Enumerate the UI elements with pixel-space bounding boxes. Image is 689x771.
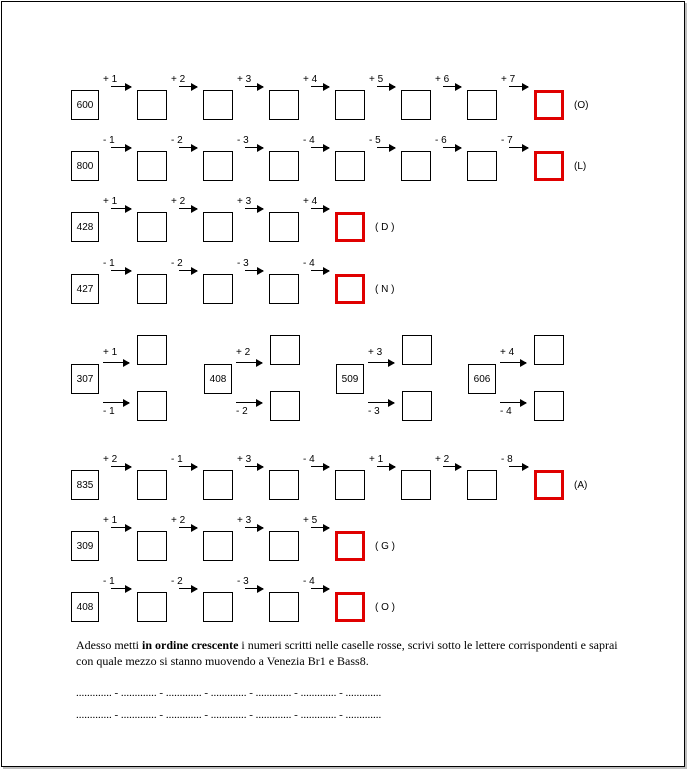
operation-label: - 1 xyxy=(103,576,115,587)
answer-box[interactable] xyxy=(269,274,299,304)
arrow-icon xyxy=(443,466,461,467)
start-number-box: 307 xyxy=(71,364,99,394)
hint-letter: (O) xyxy=(574,100,589,111)
operation-label: - 1 xyxy=(103,406,115,417)
arrow-icon xyxy=(103,402,129,403)
operation-label: - 2 xyxy=(171,576,183,587)
arrow-icon xyxy=(179,588,197,589)
arrow-icon xyxy=(245,527,263,528)
answer-box[interactable] xyxy=(269,531,299,561)
operation-label: + 2 xyxy=(171,196,186,207)
operation-label: + 5 xyxy=(303,515,318,526)
operation-label: + 2 xyxy=(236,347,251,358)
arrow-icon xyxy=(377,86,395,87)
arrow-icon xyxy=(111,588,131,589)
red-answer-box[interactable] xyxy=(534,151,564,181)
arrow-icon xyxy=(245,466,263,467)
arrow-icon xyxy=(236,402,262,403)
operation-label: - 2 xyxy=(171,258,183,269)
operation-label: + 4 xyxy=(500,347,515,358)
arrow-icon xyxy=(443,147,461,148)
arrow-icon xyxy=(311,86,329,87)
arrow-icon xyxy=(103,362,129,363)
arrow-icon xyxy=(179,270,197,271)
operation-label: + 4 xyxy=(303,74,318,85)
answer-box[interactable] xyxy=(269,212,299,242)
operation-label: - 4 xyxy=(303,454,315,465)
operation-label: - 3 xyxy=(368,406,380,417)
answer-box[interactable] xyxy=(401,470,431,500)
start-number-box: 600 xyxy=(71,90,99,120)
arrow-icon xyxy=(236,362,262,363)
operation-label: + 1 xyxy=(103,196,118,207)
operation-label: - 8 xyxy=(501,454,513,465)
answer-box[interactable] xyxy=(203,531,233,561)
answer-box[interactable] xyxy=(137,274,167,304)
operation-label: + 1 xyxy=(103,515,118,526)
arrow-icon xyxy=(179,86,197,87)
operation-label: + 1 xyxy=(369,454,384,465)
answer-box[interactable] xyxy=(137,470,167,500)
arrow-icon xyxy=(245,147,263,148)
answer-box[interactable] xyxy=(137,531,167,561)
operation-label: - 5 xyxy=(369,135,381,146)
answer-box[interactable] xyxy=(269,151,299,181)
arrow-icon xyxy=(377,147,395,148)
operation-label: - 1 xyxy=(103,135,115,146)
operation-label: - 1 xyxy=(103,258,115,269)
arrow-icon xyxy=(311,208,329,209)
operation-label: - 3 xyxy=(237,135,249,146)
hint-letter: ( N ) xyxy=(375,284,395,295)
answer-box[interactable] xyxy=(270,391,300,421)
answer-box[interactable] xyxy=(137,592,167,622)
answer-box[interactable] xyxy=(137,90,167,120)
operation-label: + 1 xyxy=(103,347,118,358)
arrow-icon xyxy=(111,466,131,467)
operation-label: + 2 xyxy=(103,454,118,465)
arrow-icon xyxy=(368,362,394,363)
red-answer-box[interactable] xyxy=(335,212,365,242)
arrow-icon xyxy=(111,208,131,209)
start-number-box: 606 xyxy=(468,364,496,394)
operation-label: - 4 xyxy=(303,258,315,269)
answer-box[interactable] xyxy=(270,335,300,365)
arrow-icon xyxy=(179,147,197,148)
answer-box[interactable] xyxy=(269,470,299,500)
red-answer-box[interactable] xyxy=(534,470,564,500)
operation-label: - 3 xyxy=(237,258,249,269)
arrow-icon xyxy=(245,208,263,209)
arrow-icon xyxy=(245,270,263,271)
operation-label: + 7 xyxy=(501,74,516,85)
operation-label: - 6 xyxy=(435,135,447,146)
operation-label: - 4 xyxy=(303,576,315,587)
arrow-icon xyxy=(311,527,329,528)
arrow-icon xyxy=(311,270,329,271)
answer-box[interactable] xyxy=(203,592,233,622)
answer-box[interactable] xyxy=(401,90,431,120)
operation-label: - 4 xyxy=(500,406,512,417)
red-answer-box[interactable] xyxy=(534,90,564,120)
answer-box[interactable] xyxy=(203,151,233,181)
operation-label: - 4 xyxy=(303,135,315,146)
arrow-icon xyxy=(368,402,394,403)
answer-box[interactable] xyxy=(335,151,365,181)
arrow-icon xyxy=(500,362,526,363)
arrow-icon xyxy=(111,147,131,148)
answer-box[interactable] xyxy=(534,391,564,421)
answer-line-2[interactable]: ............. - ............. - ............. - ............. - ............. - ............. - ............. xyxy=(76,709,382,721)
answer-box[interactable] xyxy=(269,90,299,120)
arrow-icon xyxy=(311,466,329,467)
operation-label: - 7 xyxy=(501,135,513,146)
operation-label: + 2 xyxy=(171,74,186,85)
operation-label: + 2 xyxy=(435,454,450,465)
start-number-box: 800 xyxy=(71,151,99,181)
operation-label: + 3 xyxy=(368,347,383,358)
arrow-icon xyxy=(443,86,461,87)
start-number-box: 428 xyxy=(71,212,99,242)
answer-box[interactable] xyxy=(203,90,233,120)
answer-line-1[interactable]: ............. - ............. - ............. - ............. - ............. - ............. - ............. xyxy=(76,687,382,699)
answer-box[interactable] xyxy=(137,212,167,242)
arrow-icon xyxy=(377,466,395,467)
answer-box[interactable] xyxy=(137,335,167,365)
arrow-icon xyxy=(179,466,197,467)
operation-label: + 5 xyxy=(369,74,384,85)
answer-box[interactable] xyxy=(269,592,299,622)
start-number-box: 309 xyxy=(71,531,99,561)
hint-letter: ( G ) xyxy=(375,541,395,552)
arrow-icon xyxy=(500,402,526,403)
answer-box[interactable] xyxy=(335,470,365,500)
operation-label: + 3 xyxy=(237,74,252,85)
answer-box[interactable] xyxy=(534,335,564,365)
operation-label: + 1 xyxy=(103,74,118,85)
operation-label: - 2 xyxy=(171,135,183,146)
answer-box[interactable] xyxy=(467,470,497,500)
operation-label: - 2 xyxy=(236,406,248,417)
operation-label: + 3 xyxy=(237,515,252,526)
red-answer-box[interactable] xyxy=(335,531,365,561)
hint-letter: (A) xyxy=(574,480,588,491)
answer-box[interactable] xyxy=(203,274,233,304)
start-number-box: 509 xyxy=(336,364,364,394)
answer-box[interactable] xyxy=(402,391,432,421)
answer-box[interactable] xyxy=(401,151,431,181)
instructions xyxy=(76,637,636,669)
arrow-icon xyxy=(509,147,528,148)
operation-label: - 3 xyxy=(237,576,249,587)
answer-box[interactable] xyxy=(467,90,497,120)
arrow-icon xyxy=(111,86,131,87)
red-answer-box[interactable] xyxy=(335,592,365,622)
instructions-text-1: Adesso metti xyxy=(76,638,142,652)
arrow-icon xyxy=(245,86,263,87)
start-number-box: 408 xyxy=(204,364,232,394)
answer-box[interactable] xyxy=(137,391,167,421)
arrow-icon xyxy=(179,527,197,528)
start-number-box: 427 xyxy=(71,274,99,304)
start-number-box: 408 xyxy=(71,592,99,622)
operation-label: + 2 xyxy=(171,515,186,526)
operation-label: + 6 xyxy=(435,74,450,85)
arrow-icon xyxy=(179,208,197,209)
operation-label: + 3 xyxy=(237,196,252,207)
hint-letter: ( O ) xyxy=(375,602,395,613)
answer-box[interactable] xyxy=(137,151,167,181)
arrow-icon xyxy=(111,270,131,271)
arrow-icon xyxy=(509,466,528,467)
arrow-icon xyxy=(311,588,329,589)
instructions-bold: in ordine crescente xyxy=(142,638,239,652)
arrow-icon xyxy=(245,588,263,589)
hint-letter: (L) xyxy=(574,161,587,172)
start-number-box: 835 xyxy=(71,470,99,500)
red-answer-box[interactable] xyxy=(335,274,365,304)
arrow-icon xyxy=(311,147,329,148)
operation-label: - 1 xyxy=(171,454,183,465)
answer-box[interactable] xyxy=(203,470,233,500)
operation-label: + 4 xyxy=(303,196,318,207)
instructions-text-2: i numeri scritti nelle caselle rosse, scrivi sotto le lettere corrispondenti e saprai con quale mezzo si stanno muovendo a Venezia Br1 e Bass8. xyxy=(76,638,618,668)
arrow-icon xyxy=(111,527,131,528)
arrow-icon xyxy=(509,86,528,87)
operation-label: + 3 xyxy=(237,454,252,465)
answer-box[interactable] xyxy=(467,151,497,181)
hint-letter: ( D ) xyxy=(375,222,395,233)
answer-box[interactable] xyxy=(335,90,365,120)
answer-box[interactable] xyxy=(203,212,233,242)
answer-box[interactable] xyxy=(402,335,432,365)
